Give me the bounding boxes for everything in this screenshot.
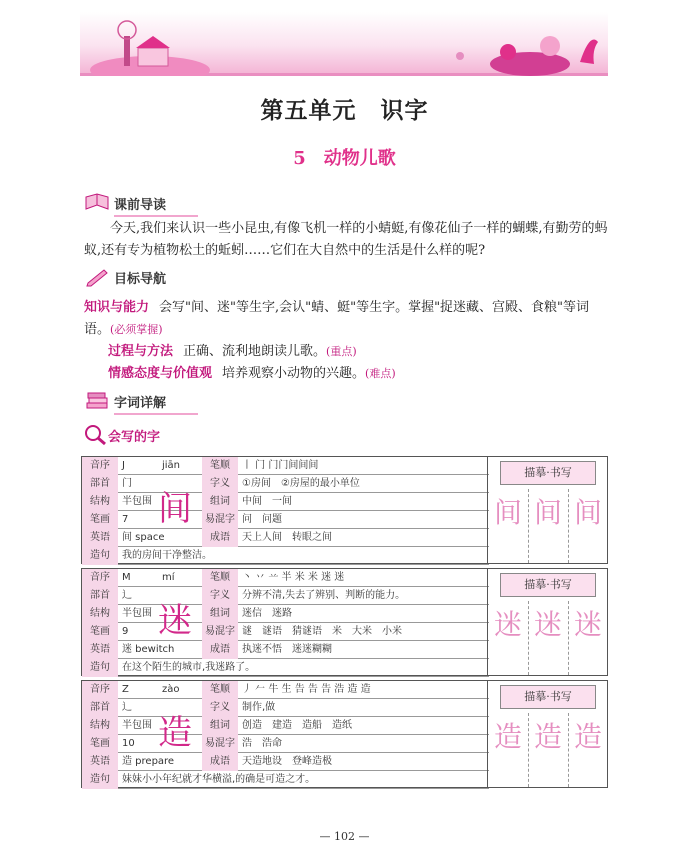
tracing-character[interactable]: 间 xyxy=(494,496,523,529)
card-row xyxy=(82,735,489,753)
card-row xyxy=(82,457,489,475)
tracing-panel xyxy=(487,457,607,563)
goal-note: (难点) xyxy=(365,367,396,380)
character-card xyxy=(81,568,608,676)
label-words: 组词 xyxy=(202,493,238,511)
label-sentence: 造句 xyxy=(82,547,118,565)
section-can-write xyxy=(84,424,160,446)
strokes: 10 xyxy=(122,738,135,749)
tracing-label: 描摹·书写 xyxy=(500,573,596,597)
unit-title: 第五单元 识字 xyxy=(260,97,429,124)
label-structure: 结构 xyxy=(82,605,118,623)
structure: 半包围 xyxy=(122,608,152,619)
label-pinyin-order: 音序 xyxy=(82,681,118,699)
label-idiom: 成语 xyxy=(202,753,238,771)
meaning: ①房间 ②房屋的最小单位 xyxy=(242,478,360,489)
label-english: 英语 xyxy=(82,529,118,547)
goal-note: (重点) xyxy=(326,345,357,358)
pencil-icon xyxy=(84,267,110,287)
pinyin: zào xyxy=(162,684,180,695)
label-pinyin-order: 音序 xyxy=(82,569,118,587)
example-sentence: 我的房间干净整洁。 xyxy=(122,550,212,561)
tracing-panel xyxy=(487,681,607,787)
section-underline xyxy=(114,215,198,217)
label-english: 英语 xyxy=(82,641,118,659)
goal-note: (必须掌握) xyxy=(110,323,163,336)
goal-key: 过程与方法 xyxy=(108,344,174,359)
tracing-character[interactable]: 间 xyxy=(534,496,563,529)
magnifier-icon xyxy=(84,424,108,446)
tracing-character[interactable]: 迷 xyxy=(534,608,563,641)
card-row xyxy=(82,587,489,605)
card-row xyxy=(82,511,489,529)
card-row xyxy=(82,753,489,771)
card-row xyxy=(82,605,489,623)
label-stroke-order: 笔顺 xyxy=(202,569,238,587)
card-row xyxy=(82,681,489,699)
card-row xyxy=(82,569,489,587)
english: 造 prepare xyxy=(122,756,175,767)
card-row xyxy=(82,771,489,789)
grid-divider xyxy=(528,601,529,675)
label-words: 组词 xyxy=(202,717,238,735)
label-stroke-order: 笔顺 xyxy=(202,457,238,475)
character-card xyxy=(81,680,608,788)
idiom: 执迷不悟 迷迷糊糊 xyxy=(242,644,332,655)
confusable: 浩 浩命 xyxy=(242,738,282,749)
page-number: — 102 — xyxy=(319,830,370,843)
structure: 半包围 xyxy=(122,496,152,507)
tracing-character[interactable]: 迷 xyxy=(494,608,523,641)
confusable: 谜 谜语 猜谜语 米 大米 小米 xyxy=(242,626,402,637)
label-stroke-order: 笔顺 xyxy=(202,681,238,699)
card-row xyxy=(82,641,489,659)
pinyin: mí xyxy=(162,572,175,583)
grid-divider xyxy=(528,713,529,787)
label-structure: 结构 xyxy=(82,717,118,735)
idiom: 天上人间 转眼之间 xyxy=(242,532,332,543)
tracing-character[interactable]: 造 xyxy=(574,720,603,753)
label-meaning: 字义 xyxy=(202,475,238,493)
pinyin-letter: M xyxy=(122,572,131,583)
goal-text: 培养观察小动物的兴趣。 xyxy=(222,366,366,381)
stroke-order: 丶 丷 䒑 半 米 米 迷 迷 xyxy=(242,572,345,583)
section-can-write-label: 会写的字 xyxy=(108,429,161,445)
section-preview-label: 课前导读 xyxy=(114,197,167,213)
stroke-order: 丿 𠂉 牛 生 告 告 告 浩 造 造 xyxy=(242,684,371,695)
card-row xyxy=(82,717,489,735)
grid-divider xyxy=(528,489,529,563)
words: 创造 建造 造船 造纸 xyxy=(242,720,352,731)
section-preview xyxy=(84,192,194,214)
strokes: 9 xyxy=(122,626,129,637)
books-stack-icon xyxy=(84,391,110,411)
label-meaning: 字义 xyxy=(202,587,238,605)
card-row xyxy=(82,699,489,717)
english: 间 space xyxy=(122,532,165,543)
label-confusable: 易混字 xyxy=(202,511,238,529)
tracing-label: 描摹·书写 xyxy=(500,461,596,485)
label-radical: 部首 xyxy=(82,587,118,605)
character-card xyxy=(81,456,608,564)
grid-divider xyxy=(568,601,569,675)
example-sentence: 妹妹小小年纪就才华横溢,的确是可造之才。 xyxy=(122,774,316,785)
label-strokes: 笔画 xyxy=(82,511,118,529)
pinyin: jiān xyxy=(162,460,181,471)
stroke-order: 丨 门 门门间间间 xyxy=(242,460,319,471)
grid-divider xyxy=(568,713,569,787)
featured-character: 间 xyxy=(158,489,192,529)
label-radical: 部首 xyxy=(82,699,118,717)
label-meaning: 字义 xyxy=(202,699,238,717)
grid-divider xyxy=(568,489,569,563)
label-words: 组词 xyxy=(202,605,238,623)
meaning: 制作,做 xyxy=(242,702,276,713)
goal-process xyxy=(108,341,634,363)
card-row xyxy=(82,623,489,641)
tracing-label: 描摹·书写 xyxy=(500,685,596,709)
confusable: 问 问题 xyxy=(242,514,282,525)
words: 迷信 迷路 xyxy=(242,608,292,619)
goal-knowledge xyxy=(84,297,610,341)
label-strokes: 笔画 xyxy=(82,623,118,641)
label-sentence: 造句 xyxy=(82,659,118,677)
meaning: 分辨不清,失去了辨别、判断的能力。 xyxy=(242,590,406,601)
book-icon xyxy=(84,193,110,213)
label-confusable: 易混字 xyxy=(202,623,238,641)
label-sentence: 造句 xyxy=(82,771,118,789)
intro-paragraph: 今天,我们来认识一些小昆虫,有像飞机一样的小蜻蜓,有像花仙子一样的蝴蝶,有勤劳的蚂蚁,还有专为植物松土的蚯蚓……它们在大自然中的生活是什么样的呢? xyxy=(84,221,608,258)
header-banner xyxy=(80,12,608,76)
tracing-character[interactable]: 造 xyxy=(534,720,563,753)
card-row xyxy=(82,493,489,511)
label-structure: 结构 xyxy=(82,493,118,511)
goal-key: 情感态度与价值观 xyxy=(108,366,213,381)
label-strokes: 笔画 xyxy=(82,735,118,753)
tracing-character[interactable]: 迷 xyxy=(574,608,603,641)
idiom: 天造地设 登峰造极 xyxy=(242,756,332,767)
label-idiom: 成语 xyxy=(202,529,238,547)
tracing-character[interactable]: 间 xyxy=(574,496,603,529)
label-radical: 部首 xyxy=(82,475,118,493)
section-words-label: 字词详解 xyxy=(114,395,167,411)
goal-text: 正确、流利地朗读儿歌。 xyxy=(183,344,327,359)
label-confusable: 易混字 xyxy=(202,735,238,753)
english: 迷 bewitch xyxy=(122,644,175,655)
label-pinyin-order: 音序 xyxy=(82,457,118,475)
decorative-scenery-icon xyxy=(80,12,608,76)
strokes: 7 xyxy=(122,514,129,525)
card-row xyxy=(82,529,489,547)
section-underline xyxy=(114,413,198,415)
example-sentence: 在这个陌生的城市,我迷路了。 xyxy=(122,662,256,673)
card-row xyxy=(82,547,489,565)
card-row xyxy=(82,475,489,493)
radical: 辶 xyxy=(122,702,132,713)
card-row xyxy=(82,659,489,677)
featured-character: 造 xyxy=(158,713,192,753)
goal-attitude xyxy=(108,363,634,385)
lesson-title: 5 动物儿歌 xyxy=(293,148,396,169)
section-goals-label: 目标导航 xyxy=(114,271,167,287)
pinyin-letter: J xyxy=(122,460,125,471)
section-words xyxy=(84,390,194,412)
tracing-character[interactable]: 造 xyxy=(494,720,523,753)
section-goals xyxy=(84,266,194,288)
pinyin-letter: Z xyxy=(122,684,129,695)
goal-text: 会写"间、迷"等生字,会认"蜻、蜓"等生字。掌握"捉迷藏、宫殿、食粮"等词语。 xyxy=(84,300,590,337)
words: 中间 一间 xyxy=(242,496,292,507)
label-idiom: 成语 xyxy=(202,641,238,659)
structure: 半包围 xyxy=(122,720,152,731)
featured-character: 迷 xyxy=(158,601,192,641)
label-english: 英语 xyxy=(82,753,118,771)
tracing-panel xyxy=(487,569,607,675)
radical: 辶 xyxy=(122,590,132,601)
goal-key: 知识与能力 xyxy=(84,300,150,315)
radical: 门 xyxy=(122,478,132,489)
